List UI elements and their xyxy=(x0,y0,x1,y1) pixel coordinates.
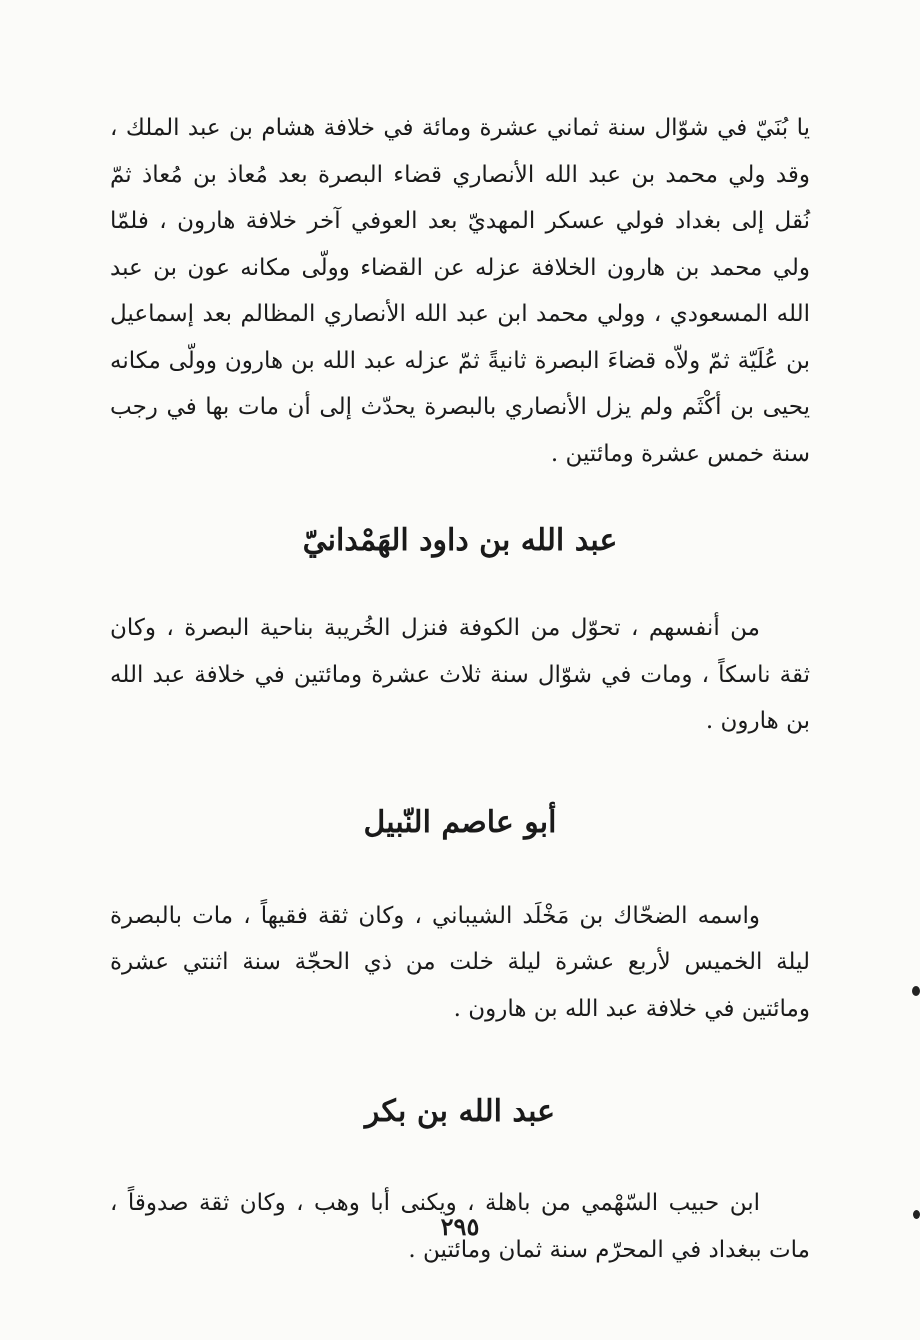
heading-abdullah-ibn-dawud: عبد الله بن داود الهَمْدانيّ xyxy=(302,523,618,558)
paragraph-abu-asim: واسمه الضحّاك بن مَخْلَد الشيباني ، وكان ثقة فقيهاً ، مات بالبصرة ليلة الخميس لأربع عشرة ليلة خلت من ذي الحجّة سنة اثنتي عشرة ومائتين في خلافة عبد الله بن هارون . xyxy=(110,902,810,1022)
scan-speck xyxy=(912,986,920,996)
paragraph-abdullah-ibn-dawud: من أنفسهم ، تحوّل من الكوفة فنزل الخُريبة بناحية البصرة ، وكان ثقة ناسكاً ، ومات في شوّال سنة ثلاث عشرة ومائتين في خلافة عبد الله بن هارون . xyxy=(110,615,810,734)
paragraph-ansari-biography: يا بُنَيّ في شوّال سنة ثماني عشرة ومائة في خلافة هشام بن عبد الملك ، وقد ولي محمد بن عبد الله الأنصاري قضاء البصرة بعد مُعاذ بن مُعاذ ثمّ نُقل إلى بغداد فولي عسكر المهديّ بعد العوفي آخر خلافة هارون ، فلمّا ولي محمد بن هارون الخلافة عزله عن القضاء وولّى مكانه عون بن عبد الله المسعودي ، وولي محمد ابن عبد الله الأنصاري المظالم بعد إسماعيل بن عُلَيّة ثمّ ولاّه قضاءَ البصرة ثانيةً ثمّ عزله عبد الله بن هارون وولّى مكانه يحيى بن أكْثَم ولم يزل الأنصاري بالبصرة يحدّث إلى أن مات بها في رجب سنة خمس عشرة ومائتين . xyxy=(110,115,810,467)
book-page-body xyxy=(110,105,810,1273)
paragraph-abdullah-ibn-bakr: ابن حبيب السّهْمي من باهلة ، ويكنى أبا وهب ، وكان ثقة صدوقاً ، مات ببغداد في المحرّم سنة ثمان ومائتين . xyxy=(110,1190,810,1263)
page-number: ٢٩٥ xyxy=(440,1212,480,1241)
heading-abdullah-ibn-bakr: عبد الله بن بكر xyxy=(364,1094,556,1129)
scan-speck xyxy=(913,1210,920,1219)
heading-abu-asim: أبو عاصم النّبيل xyxy=(363,804,557,840)
